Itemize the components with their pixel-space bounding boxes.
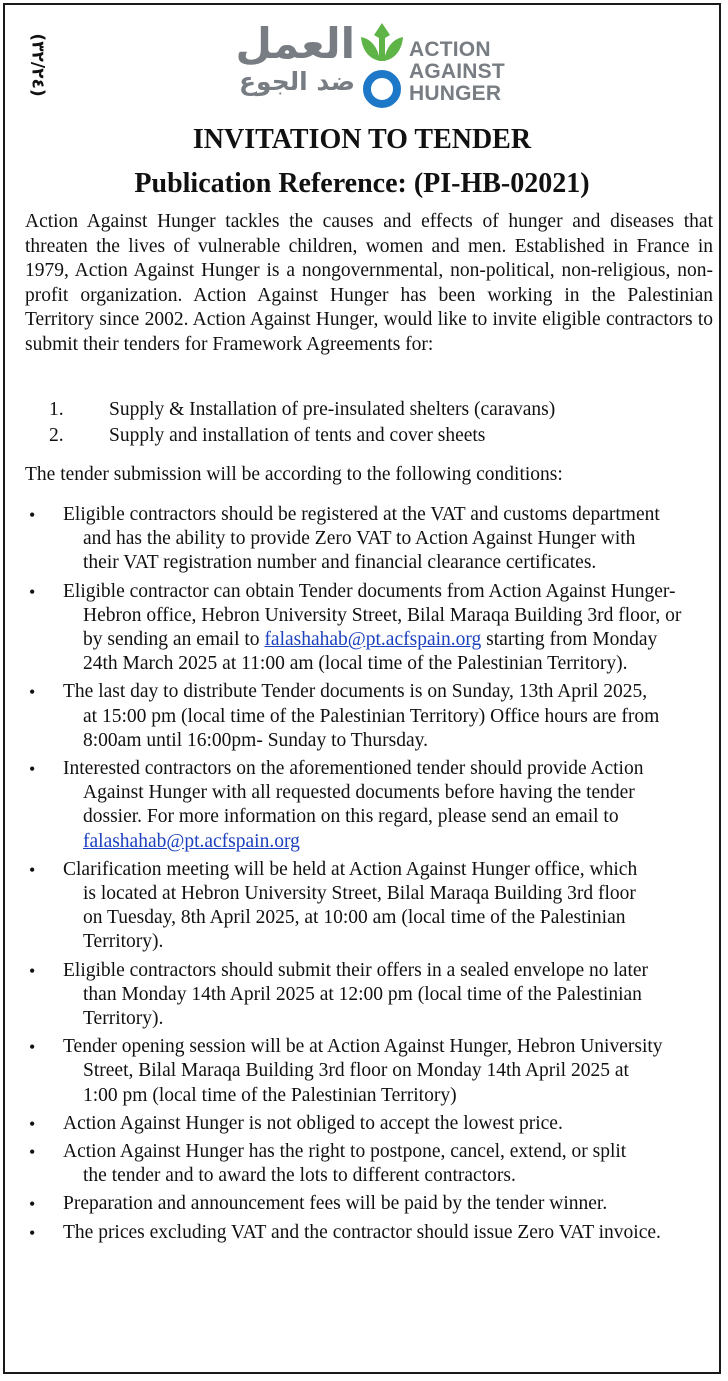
bullet: • <box>29 859 36 880</box>
condition-item <box>25 1140 713 1188</box>
condition-item <box>25 1035 713 1108</box>
bullet: • <box>29 1194 36 1215</box>
condition-line: Action Against Hunger is not obliged to accept the lowest price. <box>63 1112 563 1134</box>
logo-english-name <box>409 39 529 105</box>
logo-leaf-icon <box>359 21 405 111</box>
condition-line: Action Against Hunger has the right to postpone, cancel, extend, or split <box>63 1141 627 1163</box>
condition-text: by sending an email to <box>83 629 260 651</box>
condition-line: their VAT registration number and financial clearance certificates. <box>83 552 597 574</box>
condition-item <box>25 757 713 854</box>
email-link[interactable]: falashahab@pt.acfspain.org <box>264 629 482 651</box>
logo-leaf-left <box>361 37 380 61</box>
conditions-list <box>25 503 713 1249</box>
condition-item <box>25 580 713 677</box>
condition-line: Against Hunger with all requested documents before having the tender <box>83 782 635 804</box>
condition-line: Territory). <box>83 931 164 953</box>
condition-line: is located at Hebron University Street, Bilal Maraqa Building 3rd floor <box>83 883 636 905</box>
condition-item <box>25 1221 713 1245</box>
condition-line: on Tuesday, 8th April 2025, at 10:00 am (local time of the Palestinian <box>83 907 626 929</box>
lot-item <box>25 423 713 449</box>
condition-line: The prices excluding VAT and the contractor should issue Zero VAT invoice. <box>63 1221 661 1243</box>
condition-line: 24th March 2025 at 11:00 am (local time of the Palestinian Territory). <box>83 653 628 675</box>
logo-ring <box>367 74 397 104</box>
condition-item <box>25 680 713 753</box>
action-against-hunger-logo <box>223 19 523 111</box>
condition-line: Eligible contractors should be registered at the VAT and customs department <box>63 504 660 525</box>
condition-item <box>25 503 713 576</box>
condition-line: Tender opening session will be at Action Against Hunger, Hebron University <box>63 1036 663 1058</box>
condition-line: at 15:00 pm (local time of the Palestinian Territory) Office hours are from <box>83 705 660 727</box>
condition-line <box>63 628 713 652</box>
logo-english-line3: HUNGER <box>409 82 502 105</box>
email-link[interactable]: falashahab@pt.acfspain.org <box>83 830 300 852</box>
lot-number: 2. <box>49 425 64 446</box>
bullet: • <box>29 505 36 525</box>
condition-item <box>25 959 713 1032</box>
reference-stamp-text: (٣٢/٢٤) <box>28 33 48 97</box>
bullet: • <box>29 581 36 602</box>
condition-line: the tender and to award the lots to different contractors. <box>83 1165 516 1187</box>
tender-notice-frame <box>3 3 721 1374</box>
logo-arabic-line1: العمل <box>235 19 355 68</box>
bullet: • <box>29 960 36 981</box>
lot-text: Supply & Installation of pre-insulated shelters (caravans) <box>109 399 556 420</box>
logo-arabic-line2: ضد الجوع <box>238 67 355 96</box>
lot-text: Supply and installation of tents and cover sheets <box>109 425 486 446</box>
condition-line: Eligible contractor can obtain Tender documents from Action Against Hunger- <box>63 580 676 602</box>
logo-arabic-name <box>223 19 355 97</box>
logo-english-line1: ACTION <box>409 38 491 61</box>
condition-line: dossier. For more information on this regard, please send an email to <box>83 806 619 828</box>
bullet: • <box>29 682 36 703</box>
condition-line: than Monday 14th April 2025 at 12:00 pm (local time of the Palestinian <box>83 983 642 1005</box>
logo-english-line2: AGAINST <box>409 60 505 83</box>
lots-list <box>25 397 713 449</box>
condition-line: Preparation and announcement fees will be paid by the tender winner. <box>63 1193 608 1215</box>
condition-item <box>25 858 713 955</box>
condition-line: Territory). <box>83 1008 164 1030</box>
bullet: • <box>29 759 36 780</box>
condition-line: 8:00am until 16:00pm- Sunday to Thursday. <box>83 729 429 751</box>
intro-paragraph: Action Against Hunger tackles the causes and effects of hunger and diseases that threaten the lives of vulnerable children, women and men. Established in France in 1979, Action Against Hunger is a nongovernmental, non-political, non-religious, non-profit organization. Action Against Hunger has been working in the Palestinian Territory since 2002. Action Against Hunger, would like to invite eligible contractors to submit their tenders for Framework Agreements for: <box>25 211 713 355</box>
publication-reference: Publication Reference: (PI-HB-02021) <box>134 168 590 199</box>
condition-line: The last day to distribute Tender documents is on Sunday, 13th April 2025, <box>63 681 648 703</box>
lot-item <box>25 397 713 423</box>
bullet: • <box>29 1222 36 1243</box>
condition-line: 1:00 pm (local time of the Palestinian Territory) <box>83 1084 457 1106</box>
notice-title: INVITATION TO TENDER <box>192 124 532 155</box>
reference-stamp <box>25 21 51 109</box>
condition-line: and has the ability to provide Zero VAT to Action Against Hunger with <box>83 528 636 550</box>
condition-line: Street, Bilal Maraqa Building 3rd floor on Monday 14th April 2025 at <box>83 1060 629 1082</box>
condition-line: Hebron office, Hebron University Street, Bilal Maraqa Building 3rd floor, or <box>83 604 682 626</box>
conditions-intro: The tender submission will be according to the following conditions: <box>25 464 563 485</box>
bullet: • <box>29 1113 36 1134</box>
lot-number: 1. <box>49 399 64 420</box>
condition-line: Interested contractors on the aforementioned tender should provide Action <box>63 758 644 780</box>
logo-leaf-right <box>384 37 403 61</box>
bullet: • <box>29 1037 36 1058</box>
condition-line: Clarification meeting will be held at Action Against Hunger office, which <box>63 858 638 880</box>
condition-line: Eligible contractors should submit their offers in a sealed envelope no later <box>63 959 649 981</box>
condition-item <box>25 1112 713 1136</box>
bullet: • <box>29 1142 36 1163</box>
condition-item <box>25 1192 713 1216</box>
condition-text: starting from Monday <box>486 629 658 651</box>
condition-line <box>63 830 713 854</box>
